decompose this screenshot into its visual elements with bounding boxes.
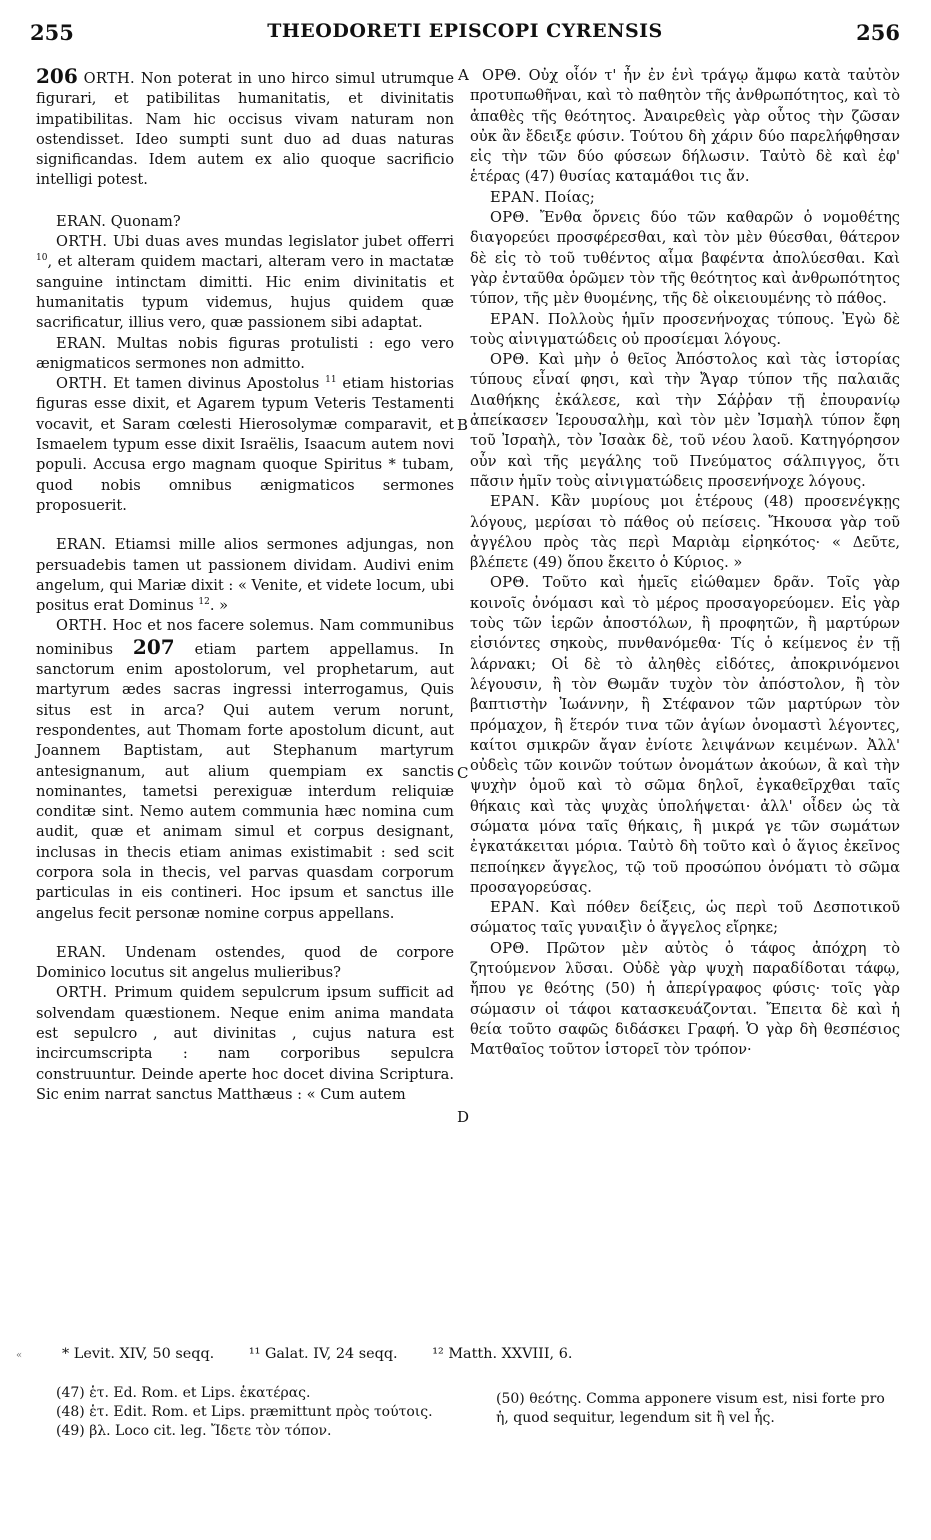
paragraph bbox=[36, 374, 454, 516]
footnote: ¹¹ Galat. IV, 24 seqq. bbox=[248, 1346, 398, 1362]
section-letter-b: B bbox=[457, 416, 469, 434]
critical-note: (50) θεότης. Comma apponere visum est, nisi forte pro ἡ, quod sequitur, legendum sit ἢ vel ἦς. bbox=[496, 1391, 885, 1426]
speaker-label: ΟΡΘ. bbox=[490, 209, 530, 227]
paragraph-text: Καὶ μὴν ὁ θεῖος Ἀπόστολος καὶ τὰς ἱστορίας τύπους εἶναί φησι, καὶ τὴν Ἄγαρ τύπον τῆς παλαιᾶς Διαθήκης ἐκάλεσε, καὶ τὴν Σάῤῥαν τῇ ἐπουρανίῳ ἀπείκασεν Ἱερουσαλὴμ, καὶ τὸν μὲν Ἰσμαὴλ τύπον ἔφη τοῦ Ἰσραὴλ, τὸν Ἰσαὰκ δὲ, τοῦ νέου λαοῦ. Κατηγόρησον οὖν καὶ τῆς μεγάλης τοῦ Πνεύματος σάλπιγγος, ὅτι πᾶσιν ἡμῖν τοὺς αἰνιγματώδεις προσενήνοχε λόγους. bbox=[470, 351, 900, 490]
speaker-label: ERAN. bbox=[56, 943, 107, 961]
speaker-label: ERAN. bbox=[56, 334, 107, 352]
paragraph-text: Et tamen divinus Apostolus bbox=[107, 375, 326, 393]
paragraph-text: Καὶ πόθεν δείξεις, ὡς περὶ τοῦ Δεσποτικοῦ σώματος ταῖς γυναιξὶν ὁ ἄγγελος εἴρηκε; bbox=[470, 899, 900, 937]
speaker-label: ORTH. bbox=[56, 375, 108, 393]
paragraph-text: Undenam ostendes, quod de corpore Dominico locutus sit angelus mulieribus? bbox=[36, 943, 454, 982]
margin-mark: « bbox=[16, 1350, 23, 1361]
section-letter-c: C bbox=[457, 764, 469, 782]
paragraph-text: Οὐχ οἷόν τ' ἦν ἐν ἑνὶ τράγῳ ἄμφω κατὰ ταὐτὸν προτυπωθῆναι, καὶ τὸ παθητὸν τῆς ἀνθρωπότητος, καὶ τὸ ἀπαθὲς τῆς θεότητος. Ἀναιρεθεὶς γὰρ οὗτος τὴν ζῶσαν οὐκ ἂν ἔδειξε φύσιν. Τούτου δὴ χάριν δύο παρελήφθησαν εἰς τὴν τῶν δύο φύσεων δήλωσιν. Ταὐτὸ δὲ καὶ ἐφ' ἑτέρας (47) θυσίας καταμάθοι τις ἄν. bbox=[470, 67, 900, 186]
paragraph-text: Πρῶτον μὲν αὐτὸς ὁ τάφος ἀπόχρη τὸ ζητούμενον λῦσαι. Οὐδὲ γὰρ ψυχὴ παραδίδοται τάφῳ, ἤπου γε θεότης (50) ἡ ἀπερίγραφος φύσις· τοῖς γὰρ σώμασιν οἱ τάφοι κατασκευάζονται. Ἔπειτα δὲ καὶ ἡ θεία τοῦτο σαφῶς διδάσκει Γραφή. Ὁ γὰρ δὴ θεσπέσιος Ματθαῖος τοῦτον ἱστορεῖ τὸν τρόπον· bbox=[470, 939, 900, 1059]
critical-note: (48) ἑτ. Edit. Rom. et Lips. præmittunt πρὸς τούτοις. bbox=[56, 1404, 433, 1420]
page-number-left: 255 bbox=[30, 20, 74, 45]
paragraph-text: Ubi duas aves mundas legislator jubet offerri bbox=[107, 233, 454, 251]
speaker-label: ORTH. bbox=[56, 984, 108, 1002]
footnote-ref: 10 bbox=[36, 253, 48, 264]
critical-notes-right bbox=[496, 1390, 896, 1428]
paragraph bbox=[36, 983, 454, 1105]
speaker-label: ΕΡΑΝ. bbox=[490, 493, 540, 511]
paragraph-text: Multas nobis figuras protulisti : ego vero ænigmaticos sermones non admitto. bbox=[36, 334, 454, 372]
margin-number: 206 bbox=[36, 64, 78, 88]
paragraph-text: etiam historias figuras esse dixit, et Agarem typum Veteris Testamenti vocavit, et Saram cœlesti Hierosolymæ comparavit, et Ismaelem typum esse dixit Israëlis, Isaacum autem novi populi. Accusa ergo magnam quoque Spiritus * tubam, quod nobis omnibus ænigmaticos sermones proposuerit. bbox=[36, 375, 454, 514]
paragraph-text: Ἔνθα ὄρνεις δύο τῶν καθαρῶν ὁ νομοθέτης διαγορεύει προσφέρεσθαι, καὶ τὸν μὲν θύεσθαι, θάτερον δὲ εἰς τὸ τοῦ τυθέντος αἷμα βαφέντα ἀπολύεσθαι. Καὶ γὰρ ἐνταῦθα ὁρῶμεν τὸν τῆς θεότητος καὶ ἀνθρωπότητος τύπον, τῆς μὲν θυομένης, τῆς δὲ οἰκειουμένης τὸ πάθος. bbox=[470, 209, 900, 308]
paragraph-text: Primum quidem sepulcrum ipsum sufficit ad solvendam quæstionem. Neque enim anima mandata est sepulcro , aut divinitas , cujus natura est incircumscripta : nam corporibus sepulcra construuntur. Deinde aperte hoc docet divina Scriptura. Sic enim narrat sanctus Matthæus : « Cum autem bbox=[36, 984, 454, 1103]
section-letter-d: D bbox=[457, 1108, 470, 1126]
paragraph bbox=[36, 232, 454, 333]
paragraph bbox=[470, 492, 900, 573]
margin-number: 207 bbox=[132, 634, 175, 659]
paragraph bbox=[36, 616, 454, 923]
speaker-label: ORTH. bbox=[56, 233, 108, 251]
speaker-label: ORTH. bbox=[56, 617, 108, 635]
critical-note: (47) ἑτ. Ed. Rom. et Lips. ἑκατέρας. bbox=[56, 1385, 311, 1401]
paragraph bbox=[36, 535, 454, 616]
footnote-ref: 12 bbox=[198, 597, 210, 608]
paragraph-text: Τοῦτο καὶ ἡμεῖς εἰώθαμεν δρᾶν. Τοῖς γὰρ κοινοῖς ὀνόμασι καὶ τὸ μέρος προσαγορεύομεν. Εἰς γὰρ τοὺς τῶν ἱερῶν ἀποστόλων, ἢ προφητῶν, ἢ μαρτύρων εἰσιόντες σηκοὺς, πυνθανόμεθα· Τίς ὁ κείμενος ἐν τῇ λάρνακι; Οἱ δὲ τὸ ἀληθὲς εἰδότες, ἀποκρινόμενοι λέγουσιν, ἢ τὸν Θωμᾶν τυχὸν τὸν ἀπόστολον, ἢ τὸν βαπτιστὴν Ἰωάννην, ἢ Στέφανον τῶν μαρτύρων τὸν πρόμαχον, ἢ ἕτερόν τινα τῶν ἁγίων ὀνομαστὶ λέγοντες, καίτοι σμικρῶν ἄγαν ἐνίοτε λειψάνων κειμένων. Ἀλλ' οὐδεὶς τῶν κοινῶν τούτων ὀνομάτων ἀκούων, ἃ καὶ τὴν ψυχὴν ὁμοῦ καὶ τὸ σῶμα δηλοῖ, ἐγκαθεῖρχθαι ταῖς θήκαις καὶ τὰς ψυχὰς ὑπολήψεται· ἀλλ' οἶδεν ὡς τὰ σώματα μόνα ταῖς θήκαις, ἢ μικρά γε τῶν σωμάτων ἐγκατάκειται μόρια. Ταὐτὸ δὴ τοῦτο καὶ ὁ ἅγιος ἐκεῖνος πεποίηκεν ἄγγελος, τῷ τοῦ προσώπου ὀνόματι τὸ σῶμα προσαγορεύσας. bbox=[470, 574, 900, 896]
page-number-right: 256 bbox=[856, 20, 900, 45]
paragraph-text: Πολλοὺς ἡμῖν προσενήνοχας τύπους. Ἐγὼ δὲ τοὺς αἰνιγματώδεις οὐ προσίεμαι λόγους. bbox=[470, 310, 900, 348]
page-header bbox=[30, 20, 900, 52]
speaker-label: ΟΡΘ. bbox=[490, 574, 530, 592]
paragraph-text: , et alteram quidem mactari, alteram vero in mactatæ sanguine intinctam dimitti. Hic enim divinitatis et humanitatis typum videmus, hujus quidem quæ sacrificatur, illius vero, quæ passionem sibi adaptat. bbox=[36, 253, 454, 332]
paragraph bbox=[470, 350, 900, 492]
running-title: THEODORETI EPISCOPI CYRENSIS bbox=[267, 20, 663, 42]
paragraph bbox=[36, 943, 454, 984]
footnote-line bbox=[62, 1346, 882, 1362]
paragraph-text: etiam partem appellamus. In sanctorum enim apostolorum, vel prophetarum, aut martyrum ædes sacras ingressi interrogamus, Quis situs est in arca? Qui autem verum norunt, respondentes, aut Thomam forte apostolum dicunt, aut Joannem Baptistam, aut Stephanum martyrum antesignanum, aut alium quempiam ex sanctis nominantes, tametsi perexiguæ interdum reliquiæ conditæ sint. Nemo autem communia hæc nomina cum audit, quæ et animam simul et corpus designant, inclusas in thecis etiam animas existimabit : sed scit corpora sola in thecis, vel parvas quasdam corporum particulas in eis contineri. Hoc ipsum et sanctus ille angelus fecit personæ nomine corpus appellans. bbox=[36, 640, 454, 922]
critical-notes-left bbox=[56, 1384, 454, 1441]
speaker-label: ΕΡΑΝ. bbox=[490, 188, 540, 206]
speaker-label: ΟΡΘ. bbox=[490, 939, 530, 957]
paragraph bbox=[470, 939, 900, 1061]
footnote: * Levit. XIV, 50 seqq. bbox=[62, 1346, 215, 1362]
speaker-label: ΕΡΑΝ. bbox=[490, 310, 540, 328]
section-letter-a: A bbox=[458, 66, 469, 84]
paragraph-text: Κἂν μυρίους μοι ἑτέρους (48) προσενέγκῃς λόγους, μερίσαι τὸ πάθος οὐ πείσεις. Ἤκουσα γὰρ τοῦ ἀγγέλου πρὸς τὰς περὶ Μαριὰμ εἰρηκότος· « Δεῦτε, βλέπετε (49) ὅπου ἔκειτο ὁ Κύριος. » bbox=[470, 493, 900, 572]
paragraph bbox=[36, 66, 454, 191]
speaker-label: ERAN. bbox=[56, 212, 107, 230]
paragraph bbox=[470, 898, 900, 939]
paragraph-text: Quonam? bbox=[106, 212, 181, 230]
paragraph bbox=[470, 66, 900, 188]
paragraph-text: . » bbox=[209, 597, 229, 615]
speaker-label: ORTH. bbox=[83, 70, 135, 87]
footnote: ¹² Matth. XXVIII, 6. bbox=[432, 1346, 573, 1362]
paragraph bbox=[470, 208, 900, 309]
critical-note: (49) βλ. Loco cit. leg. Ἴδετε τὸν τόπον. bbox=[56, 1423, 332, 1439]
paragraph-text: Ποίας; bbox=[539, 188, 595, 206]
paragraph bbox=[470, 188, 900, 208]
speaker-label: ERAN. bbox=[56, 536, 107, 554]
speaker-label: ΕΡΑΝ. bbox=[490, 899, 540, 917]
paragraph-text: Etiamsi mille alios sermones adjungas, non persuadebis tamen ut passionem dividam. Audivi enim angelum, qui Mariæ dixit : « Venite, et videte locum, ubi positus erat Dominus bbox=[36, 536, 454, 615]
paragraph-text: Non poterat in uno hirco simul utrumque figurari, et patibilitas humanitatis, et divinitatis impatibilitas. Nam hic occisus vivam naturam non ostendisset. Ideo sumpti sunt duo ad duas naturas significandas. Idem autem ex alio quoque sacrificio intelligi potest. bbox=[36, 70, 455, 189]
paragraph bbox=[36, 212, 454, 232]
latin-column bbox=[36, 66, 454, 1105]
paragraph-text: Hoc et nos facere solemus. Nam communibus nominibus bbox=[36, 617, 454, 658]
speaker-label: ΟΡΘ. bbox=[490, 351, 530, 369]
speaker-label: ΟΡΘ. bbox=[482, 67, 522, 84]
paragraph bbox=[36, 334, 454, 375]
footnote-ref: 11 bbox=[325, 375, 337, 386]
paragraph bbox=[470, 573, 900, 898]
paragraph bbox=[470, 310, 900, 351]
greek-column bbox=[470, 66, 900, 1061]
